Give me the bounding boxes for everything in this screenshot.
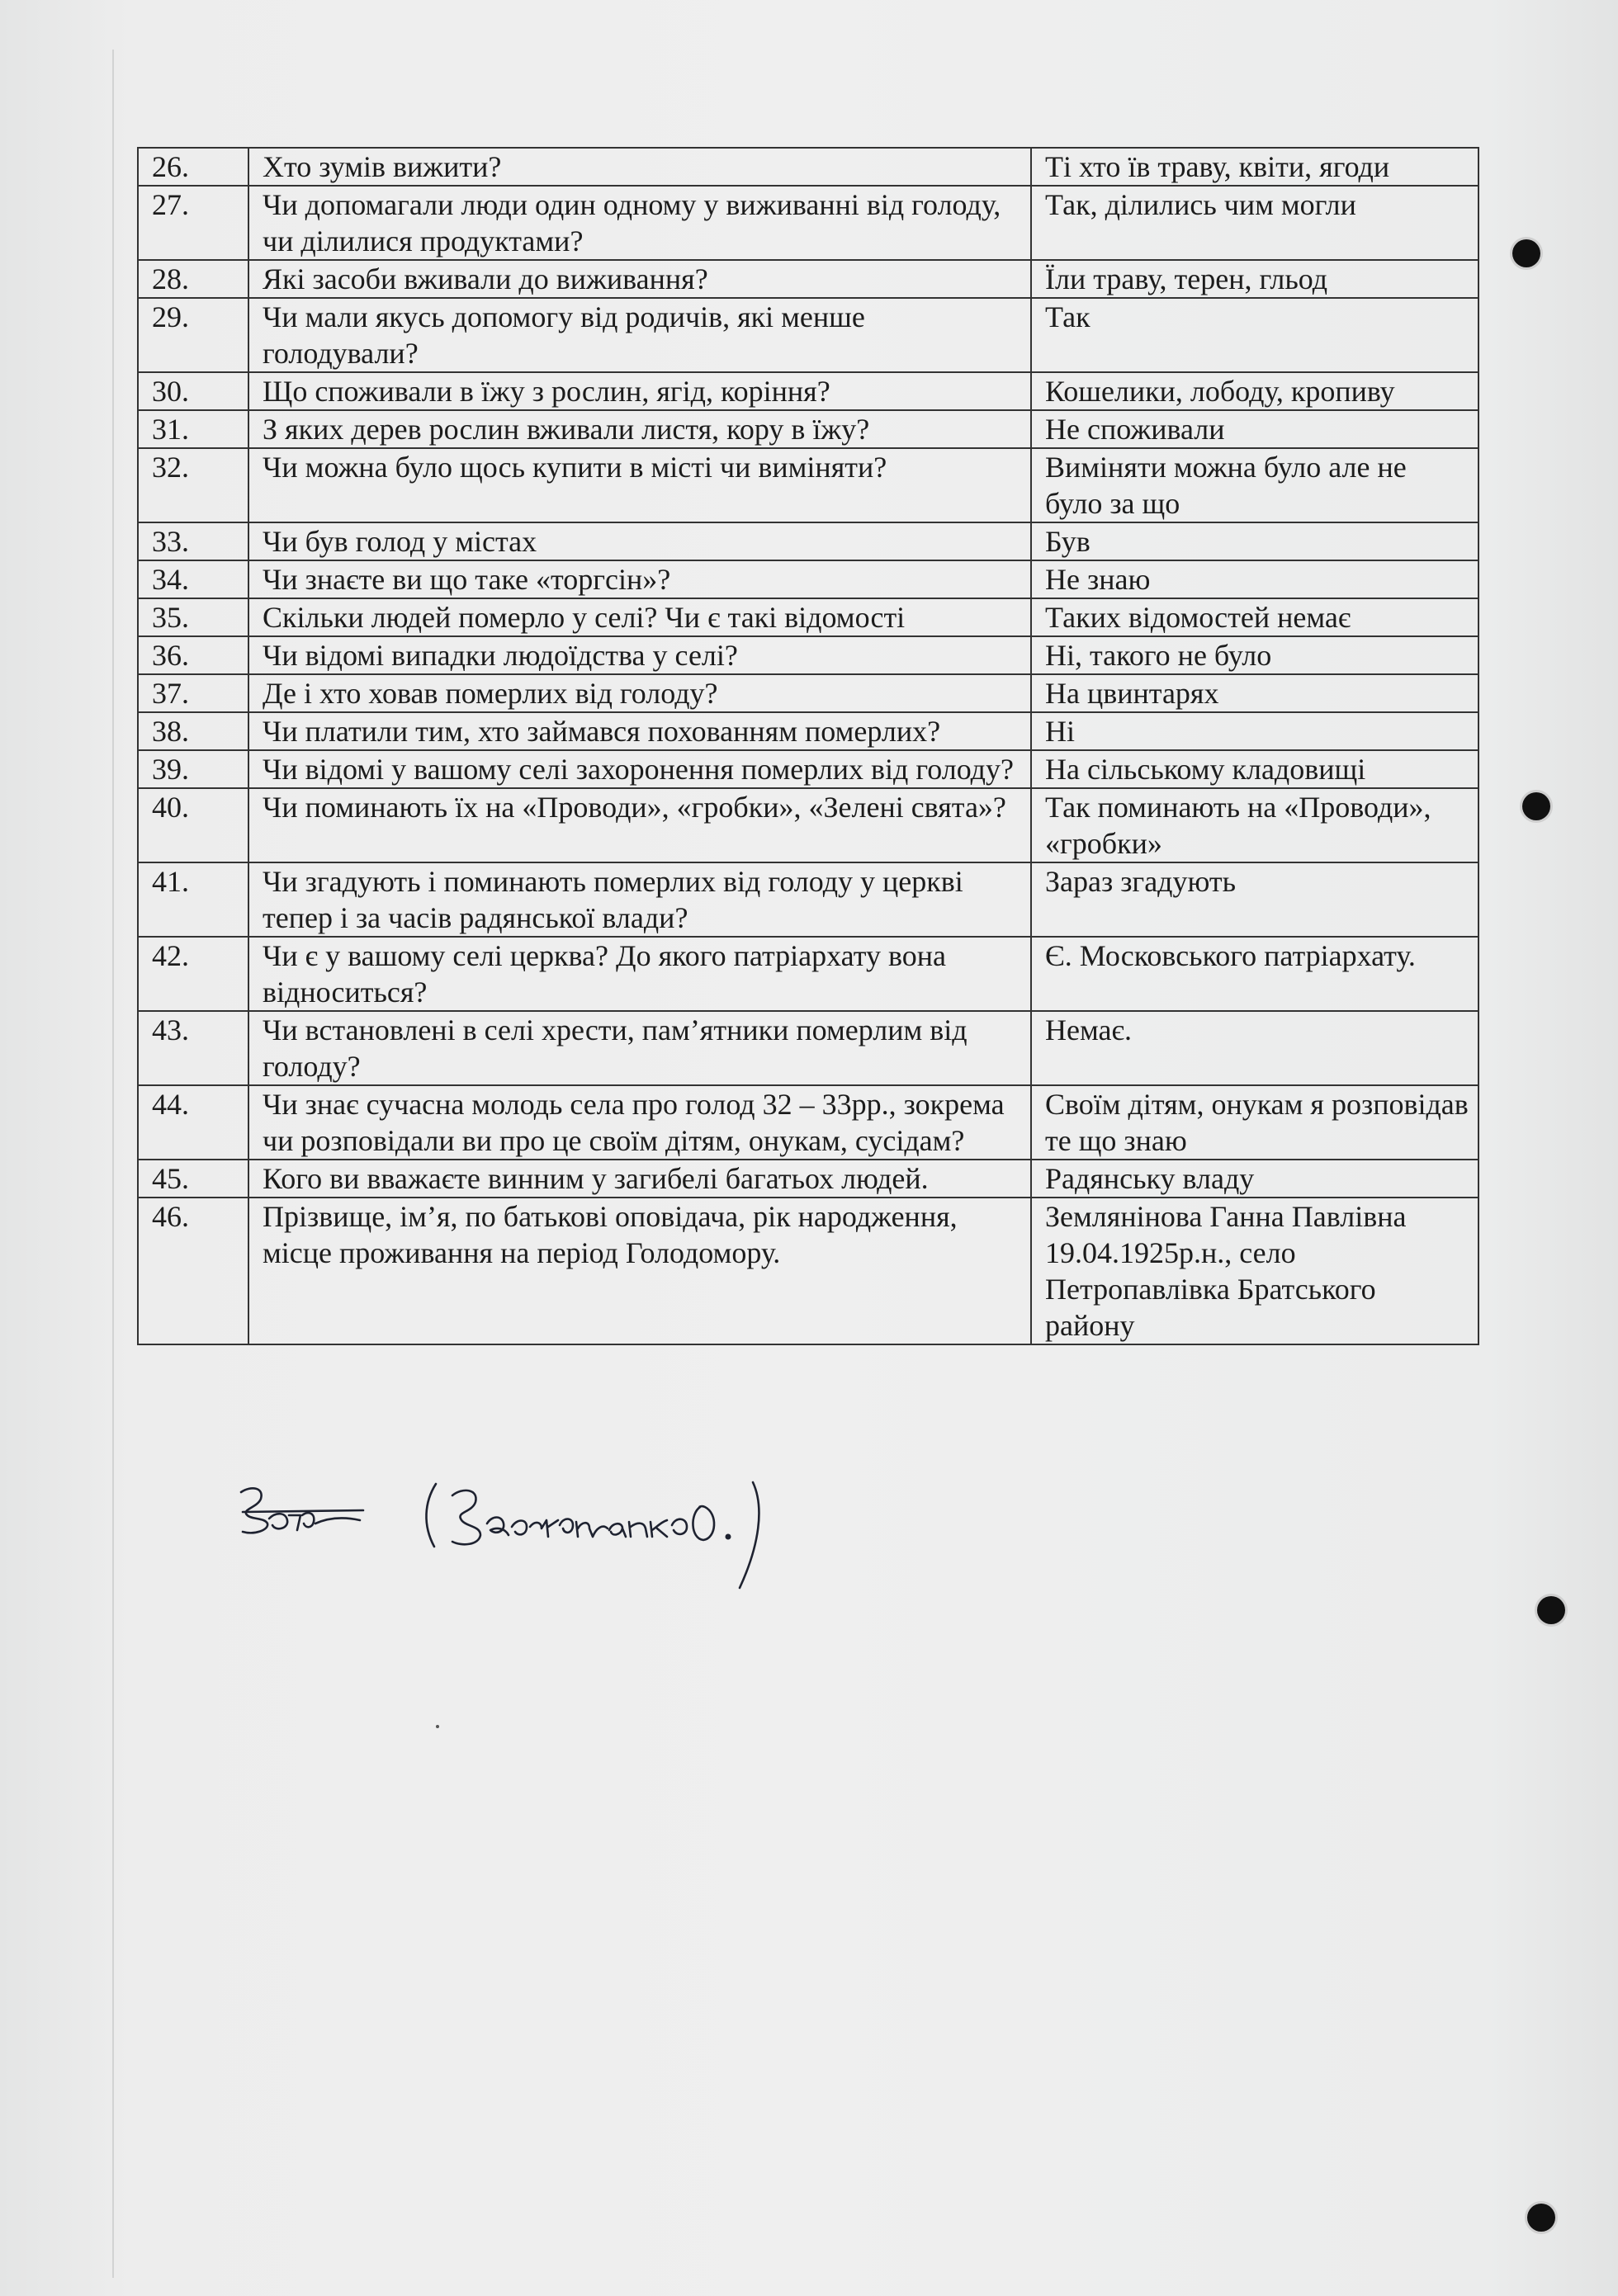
question-cell: Що споживали в їжу з рослин, ягід, коріння? — [248, 372, 1031, 410]
row-number: 26. — [138, 148, 248, 186]
paper-speck — [436, 1725, 439, 1728]
answer-cell: Не споживали — [1031, 410, 1478, 448]
answer-cell: Ні, такого не було — [1031, 636, 1478, 674]
question-cell: Чи мали якусь допомогу від родичів, які менше голодували? — [248, 298, 1031, 372]
question-cell: Чи відомі у вашому селі захоронення померлих від голоду? — [248, 750, 1031, 788]
answer-cell: Ні — [1031, 712, 1478, 750]
questionnaire-table — [137, 147, 1479, 1345]
row-number: 32. — [138, 448, 248, 522]
table-row — [138, 598, 1478, 636]
row-number: 43. — [138, 1011, 248, 1085]
question-cell: Чи допомагали люди один одному у виживанні від голоду, чи ділилися продуктами? — [248, 186, 1031, 260]
table-row — [138, 186, 1478, 260]
punch-hole — [1537, 1596, 1565, 1624]
answer-cell: Так, ділились чим могли — [1031, 186, 1478, 260]
question-cell: Хто зумів вижити? — [248, 148, 1031, 186]
answer-cell: Радянську владу — [1031, 1160, 1478, 1198]
answer-cell: Так — [1031, 298, 1478, 372]
question-cell: З яких дерев рослин вживали листя, кору в їжу? — [248, 410, 1031, 448]
answer-cell: Зараз згадують — [1031, 862, 1478, 937]
table-row — [138, 448, 1478, 522]
table-row — [138, 148, 1478, 186]
row-number: 37. — [138, 674, 248, 712]
question-cell: Чи знає сучасна молодь села про голод 32 – 33рр., зокрема чи розповідали ви про це своїм дітям, онукам, сусідам? — [248, 1085, 1031, 1160]
answer-cell: Ті хто їв траву, квіти, ягоди — [1031, 148, 1478, 186]
table-row — [138, 522, 1478, 560]
row-number: 40. — [138, 788, 248, 862]
answer-cell: Немає. — [1031, 1011, 1478, 1085]
table-row — [138, 1198, 1478, 1344]
punch-hole — [1512, 239, 1540, 267]
row-number: 41. — [138, 862, 248, 937]
row-number: 38. — [138, 712, 248, 750]
answer-cell: На цвинтарях — [1031, 674, 1478, 712]
table-row — [138, 862, 1478, 937]
row-number: 36. — [138, 636, 248, 674]
answer-cell: Їли траву, терен, гльод — [1031, 260, 1478, 298]
answer-cell: Так поминають на «Проводи», «гробки» — [1031, 788, 1478, 862]
row-number: 46. — [138, 1198, 248, 1344]
table-row — [138, 1011, 1478, 1085]
question-cell: Прізвище, ім’я, по батькові оповідача, рік народження, місце проживання на період Голодомору. — [248, 1198, 1031, 1344]
table-row — [138, 750, 1478, 788]
answer-cell: Землянінова Ганна Павлівна 19.04.1925р.н., село Петропавлівка Братського району — [1031, 1198, 1478, 1344]
row-number: 45. — [138, 1160, 248, 1198]
question-cell: Чи був голод у містах — [248, 522, 1031, 560]
page-margin-line — [112, 50, 114, 2278]
question-cell: Де і хто ховав померлих від голоду? — [248, 674, 1031, 712]
punch-hole — [1527, 2204, 1555, 2232]
answer-cell: На сільському кладовищі — [1031, 750, 1478, 788]
answer-cell: Був — [1031, 522, 1478, 560]
row-number: 30. — [138, 372, 248, 410]
row-number: 27. — [138, 186, 248, 260]
question-cell: Які засоби вживали до виживання? — [248, 260, 1031, 298]
question-cell: Чи відомі випадки людоїдства у селі? — [248, 636, 1031, 674]
table-row — [138, 410, 1478, 448]
table-row — [138, 674, 1478, 712]
row-number: 42. — [138, 937, 248, 1011]
table-row — [138, 1160, 1478, 1198]
answer-cell: Таких відомостей немає — [1031, 598, 1478, 636]
question-cell: Чи встановлені в селі хрести, пам’ятники померлим від голоду? — [248, 1011, 1031, 1085]
table-row — [138, 636, 1478, 674]
answer-cell: Своїм дітям, онукам я розповідав те що знаю — [1031, 1085, 1478, 1160]
row-number: 34. — [138, 560, 248, 598]
question-cell: Кого ви вважаєте винним у загибелі багатьох людей. — [248, 1160, 1031, 1198]
row-number: 28. — [138, 260, 248, 298]
question-cell: Чи є у вашому селі церква? До якого патріархату вона відноситься? — [248, 937, 1031, 1011]
handwritten-signature — [239, 1477, 867, 1593]
questionnaire-table-body — [138, 148, 1478, 1344]
row-number: 39. — [138, 750, 248, 788]
question-cell: Чи поминають їх на «Проводи», «гробки», «Зелені свята»? — [248, 788, 1031, 862]
punch-hole — [1522, 792, 1550, 820]
answer-cell: Кошелики, лободу, кропиву — [1031, 372, 1478, 410]
table-row — [138, 298, 1478, 372]
table-row — [138, 372, 1478, 410]
question-cell: Чи знаєте ви що таке «торгсін»? — [248, 560, 1031, 598]
table-row — [138, 712, 1478, 750]
table-row — [138, 260, 1478, 298]
answer-cell: Виміняти можна було але не було за що — [1031, 448, 1478, 522]
table-row — [138, 788, 1478, 862]
table-row — [138, 560, 1478, 598]
answer-cell: Є. Московського патріархату. — [1031, 937, 1478, 1011]
row-number: 44. — [138, 1085, 248, 1160]
question-cell: Скільки людей померло у селі? Чи є такі відомості — [248, 598, 1031, 636]
question-cell: Чи можна було щось купити в місті чи виміняти? — [248, 448, 1031, 522]
answer-cell: Не знаю — [1031, 560, 1478, 598]
question-cell: Чи платили тим, хто займався похованням померлих? — [248, 712, 1031, 750]
row-number: 31. — [138, 410, 248, 448]
row-number: 29. — [138, 298, 248, 372]
table-row — [138, 937, 1478, 1011]
question-cell: Чи згадують і поминають померлих від голоду у церкві тепер і за часів радянської влади? — [248, 862, 1031, 937]
row-number: 33. — [138, 522, 248, 560]
table-row — [138, 1085, 1478, 1160]
row-number: 35. — [138, 598, 248, 636]
